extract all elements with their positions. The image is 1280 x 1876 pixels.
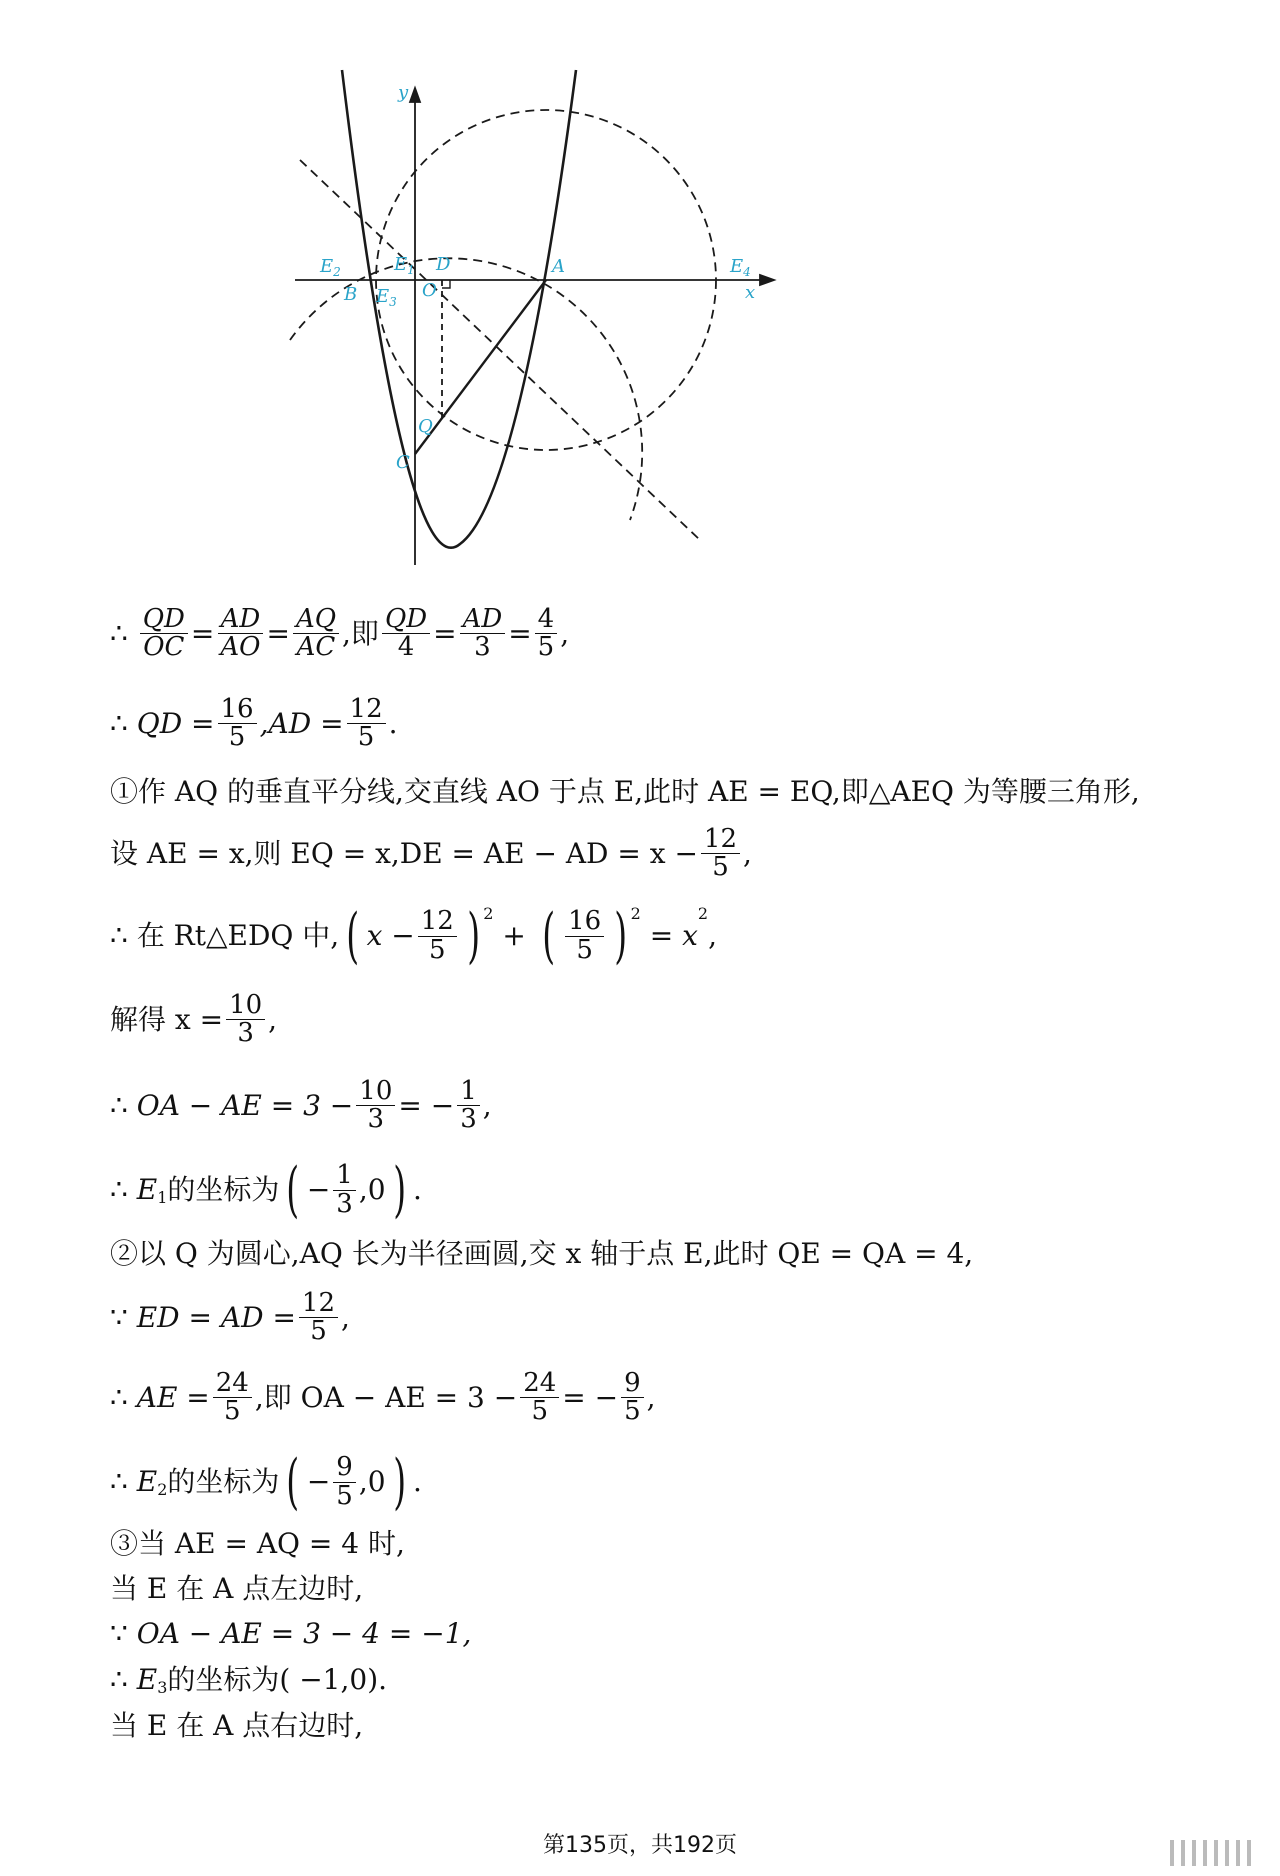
solution-line-1: ∴ $\frac{QD}{OC}$ = $\frac{AD}{AO}$ = $\frac{AQ}{AC}$ ,即 $\frac{QD}{4}$ = $\frac{AD}{3}$ = $\frac{4}{5}$ , [110,604,570,663]
page-edge-decoration [1170,1840,1258,1870]
label-B: B [344,284,358,305]
parabola [342,70,576,548]
solution-line-8: ∴ E 1 的坐标为 ( − $\frac{1}{3}$ ,0 ) . [110,1155,422,1225]
perpendicular-bisector [300,160,700,540]
page-footer: 第135页，共192页 [543,1833,737,1858]
label-E3: $E_3$ [376,286,397,309]
label-x: x [745,282,756,303]
solution-line-3: ①作 AQ 的垂直平分线,交直线 AO 于点 E,此时 AE = EQ,即△AEQ 为等腰三角形, [110,775,1140,808]
y-axis-arrow [410,88,420,102]
circle-center-Q [290,258,642,520]
fraction-9-5: $\frac{9}{5}$ [333,1454,356,1510]
geometry-figure [320,70,930,590]
solution-line-14: 当 E 在 A 点左边时, [110,1572,364,1605]
fraction-1-3: $\frac{1}{3}$ [457,1078,480,1134]
fraction-QD-OC: $\frac{QD}{OC}$ [140,606,188,662]
fraction-16-5: $\frac{16}{5}$ [218,696,257,752]
label-Q: Q [418,416,433,437]
solution-line-17: 当 E 在 A 点右边时, [110,1709,364,1742]
solution-line-5: ∴ 在 Rt△EDQ 中, ( x − $\frac{12}{5}$ ) 2 + ( $\frac{16}{5}$ ) 2 = x 2 , [110,901,717,971]
solution-line-7: ∴ OA − AE = 3 − $\frac{10}{3}$ = − $\frac{1}{3}$ , [110,1076,492,1135]
fraction-12-5: $\frac{12}{5}$ [701,826,740,882]
fraction-4-5: $\frac{4}{5}$ [535,606,558,662]
fraction-24-5: $\frac{24}{5}$ [520,1370,559,1426]
fraction-12-5: $\frac{12}{5}$ [418,908,457,964]
fraction-AD-3: $\frac{AD}{3}$ [460,606,506,662]
solution-line-16: ∴ E 3 的坐标为( −1,0). [110,1663,388,1697]
fraction-AD-AO: $\frac{AD}{AO}$ [217,606,263,662]
fraction-10-3: $\frac{10}{3}$ [356,1078,395,1134]
solution-line-13: ③当 AE = AQ = 4 时, [110,1527,405,1560]
solution-line-4: 设 AE = x,则 EQ = x,DE = AE − AD = x − $\frac{12}{5}$ , [110,824,752,883]
label-C: C [396,452,410,473]
fraction-12-5: $\frac{12}{5}$ [347,696,386,752]
fraction-AQ-AC: $\frac{AQ}{AC}$ [293,606,339,662]
solution-line-12: ∴ E 2 的坐标为 ( − $\frac{9}{5}$ ,0 ) . [110,1447,422,1517]
label-y: y [398,82,409,103]
fraction-12-5: $\frac{12}{5}$ [299,1290,338,1346]
label-E2: $E_2$ [320,256,341,279]
fraction-QD-4: $\frac{QD}{4}$ [382,606,430,662]
therefore-symbol: ∴ [110,616,128,650]
solution-line-11: ∴ AE = $\frac{24}{5}$ ,即 OA − AE = 3 − $\frac{24}{5}$ = − $\frac{9}{5}$ , [110,1368,656,1427]
fraction-9-5: $\frac{9}{5}$ [621,1370,644,1426]
solution-line-2: ∴ QD = $\frac{16}{5}$ ,AD = $\frac{12}{5}$ . [110,694,398,753]
right-angle-mark [442,280,450,288]
solution-line-9: ②以 Q 为圆心,AQ 长为半径画圆,交 x 轴于点 E,此时 QE = QA = 4, [110,1237,974,1270]
solution-line-15: ∵ OA − AE = 3 − 4 = −1, [110,1617,472,1650]
solution-line-10: ∵ ED = AD = $\frac{12}{5}$ , [110,1288,350,1347]
solution-line-6: 解得 x = $\frac{10}{3}$ , [110,990,278,1049]
fraction-1-3: $\frac{1}{3}$ [333,1162,356,1218]
label-E4: $E_4$ [730,256,751,279]
fraction-10-3: $\frac{10}{3}$ [226,992,265,1048]
label-O: O [422,280,437,301]
fraction-24-5: $\frac{24}{5}$ [213,1370,252,1426]
x-axis-arrow [760,275,774,285]
fraction-16-5: $\frac{16}{5}$ [565,908,604,964]
label-D: D [436,254,451,275]
label-A: A [552,256,565,277]
label-E1: $E_1$ [394,254,415,277]
